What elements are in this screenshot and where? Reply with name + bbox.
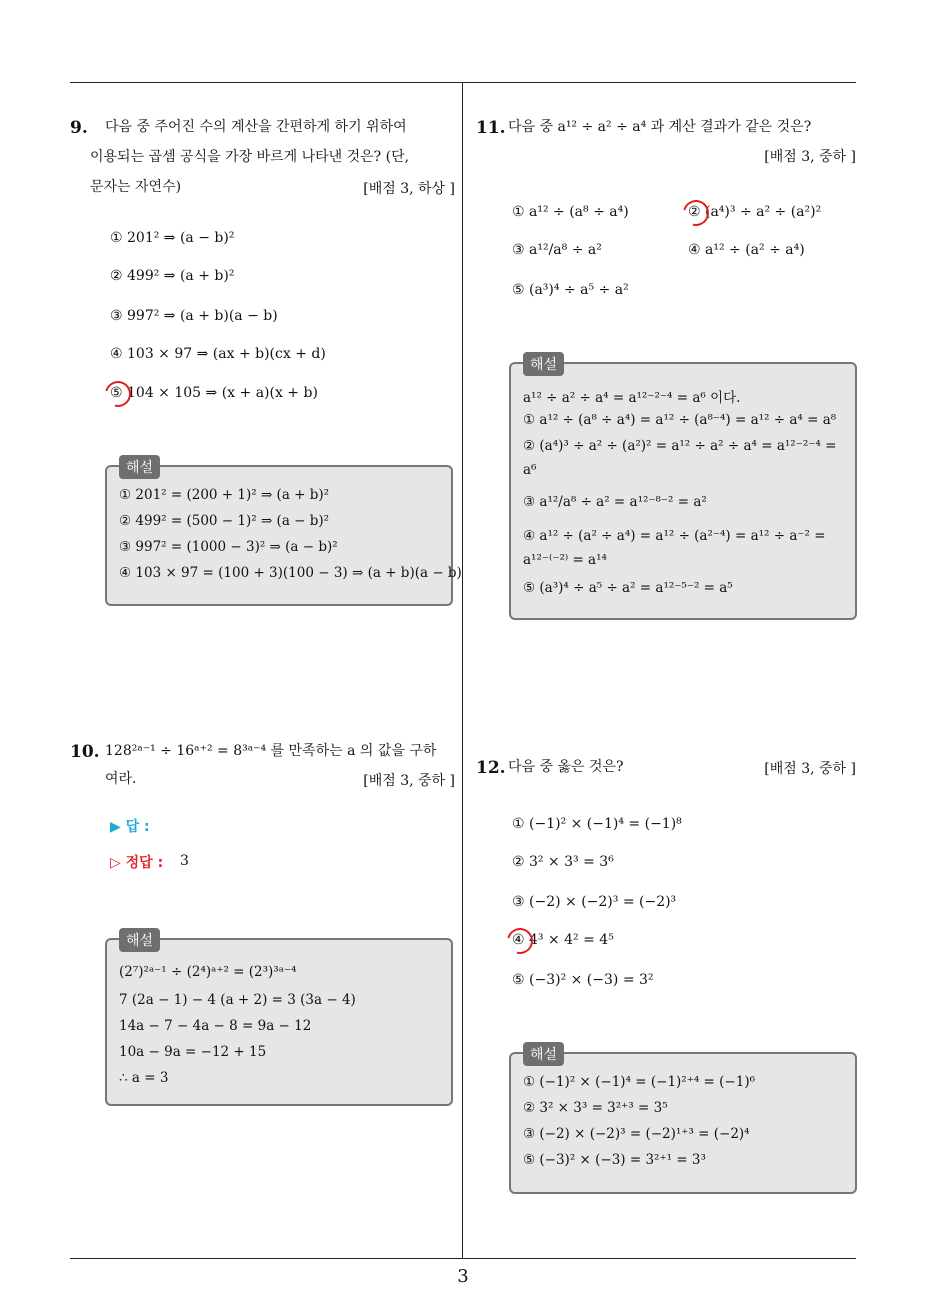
explanation-line: ③ (−2) × (−2)³ = (−2)¹⁺³ = (−2)⁴ [523, 1126, 750, 1142]
question-number: 11. [476, 118, 506, 138]
question-text-line: 다음 중 주어진 수의 계산을 간편하게 하기 위하여 [105, 119, 407, 135]
option-4[interactable]: ④ a¹² ÷ (a² ÷ a⁴) [688, 242, 805, 258]
question-number: 9. [70, 118, 88, 138]
explanation-line: a¹²⁻⁽⁻²⁾ = a¹⁴ [523, 552, 607, 568]
explanation-line: ⑤ (−3)² × (−3) = 3²⁺¹ = 3³ [523, 1152, 706, 1168]
explanation-line: 14a − 7 − 4a − 8 = 9a − 12 [119, 1018, 312, 1034]
selected-answer-mark [100, 376, 136, 412]
explanation-line: ③ a¹²/a⁸ ÷ a² = a¹²⁻⁸⁻² = a² [523, 494, 707, 510]
explanation-line: a⁶ [523, 462, 537, 478]
option-5[interactable]: ⑤ (a³)⁴ ÷ a⁵ ÷ a² [512, 282, 629, 298]
explanation-line: ⑤ (a³)⁴ ÷ a⁵ ÷ a² = a¹²⁻⁵⁻² = a⁵ [523, 580, 733, 596]
answer-label: ▶ 답 : [110, 819, 150, 835]
bottom-rule [70, 1258, 856, 1259]
question-text-line: 여라. [105, 771, 137, 787]
option-1[interactable]: ① (−1)² × (−1)⁴ = (−1)⁸ [512, 816, 682, 832]
option-5[interactable]: ⑤ (−3)² × (−3) = 3² [512, 972, 654, 988]
question-10 [70, 742, 455, 1112]
selected-answer-mark [502, 923, 538, 959]
explanation-box [105, 460, 462, 606]
question-9 [70, 118, 462, 618]
score-meta: [배점 3, 중하 ] [764, 761, 856, 777]
option-1[interactable]: ① a¹² ÷ (a⁸ ÷ a⁴) [512, 204, 629, 220]
question-11 [476, 118, 856, 628]
question-text-line: 이용되는 곱셈 공식을 가장 바르게 나타낸 것은? (단, [90, 149, 410, 165]
explanation-line: (2⁷)²ᵃ⁻¹ ÷ (2⁴)ᵃ⁺² = (2³)³ᵃ⁻⁴ [119, 964, 297, 980]
question-text-line: 다음 중 a¹² ÷ a² ÷ a⁴ 과 계산 결과가 같은 것은? [508, 119, 812, 135]
option-1[interactable]: ① 201² ⇒ (a − b)² [110, 230, 235, 246]
explanation-line: ∴ a = 3 [119, 1070, 169, 1086]
correct-answer-label: ▷ 정답 : [110, 855, 164, 871]
question-number: 10. [70, 742, 100, 762]
explanation-box [509, 1047, 857, 1194]
option-3[interactable]: ③ 997² ⇒ (a + b)(a − b) [110, 308, 278, 324]
explanation-label: 해설 [119, 928, 160, 952]
explanation-label: 해설 [523, 1042, 564, 1066]
question-number: 12. [476, 758, 506, 778]
question-12 [476, 758, 856, 1198]
explanation-line: ④ a¹² ÷ (a² ÷ a⁴) = a¹² ÷ (a²⁻⁴) = a¹² ÷ a⁻² = [523, 528, 826, 544]
explanation-line: ① a¹² ÷ (a⁸ ÷ a⁴) = a¹² ÷ (a⁸⁻⁴) = a¹² ÷ a⁴ = a⁸ [523, 412, 837, 428]
explanation-box [105, 933, 453, 1106]
option-2[interactable]: ② 499² ⇒ (a + b)² [110, 268, 235, 284]
explanation-line: ④ 103 × 97 = (100 + 3)(100 − 3) ⇒ (a + b)(a − b) [119, 565, 462, 581]
top-rule [70, 82, 856, 83]
selected-answer-mark [678, 195, 714, 231]
option-4[interactable]: ④ 103 × 97 ⇒ (ax + b)(cx + d) [110, 346, 326, 362]
score-meta: [배점 3, 하상 ] [363, 181, 455, 197]
explanation-line: ② 3² × 3³ = 3²⁺³ = 3⁵ [523, 1100, 668, 1116]
explanation-box [509, 357, 857, 620]
question-text-line: 128²ᵃ⁻¹ ÷ 16ᵃ⁺² = 8³ᵃ⁻⁴ 를 만족하는 a 의 값을 구하 [105, 743, 437, 759]
question-text-line: 다음 중 옳은 것은? [508, 759, 624, 775]
explanation-line: ② 499² = (500 − 1)² ⇒ (a − b)² [119, 513, 330, 529]
option-5[interactable]: ⑤ 104 × 105 ⇒ (x + a)(x + b) [110, 385, 318, 401]
explanation-line: ③ 997² = (1000 − 3)² ⇒ (a − b)² [119, 539, 338, 555]
explanation-line: ① 201² = (200 + 1)² ⇒ (a + b)² [119, 487, 330, 503]
column-divider [462, 82, 463, 1258]
explanation-label: 해설 [523, 352, 564, 376]
explanation-line: ② (a⁴)³ ÷ a² ÷ (a²)² = a¹² ÷ a² ÷ a⁴ = a¹²⁻²⁻⁴ = [523, 438, 837, 454]
option-3[interactable]: ③ (−2) × (−2)³ = (−2)³ [512, 894, 677, 910]
option-4[interactable]: ④ 4³ × 4² = 4⁵ [512, 932, 614, 948]
explanation-line: 10a − 9a = −12 + 15 [119, 1044, 267, 1060]
explanation-line: ① (−1)² × (−1)⁴ = (−1)²⁺⁴ = (−1)⁶ [523, 1074, 755, 1090]
correct-answer-value: 3 [180, 853, 189, 869]
explanation-label: 해설 [119, 455, 160, 479]
explanation-line: 7 (2a − 1) − 4 (a + 2) = 3 (3a − 4) [119, 992, 356, 1008]
explanation-line: a¹² ÷ a² ÷ a⁴ = a¹²⁻²⁻⁴ = a⁶ 이다. [523, 390, 741, 406]
score-meta: [배점 3, 중하 ] [764, 149, 856, 165]
option-2[interactable]: ② 3² × 3³ = 3⁶ [512, 854, 614, 870]
option-2[interactable]: ② (a⁴)³ ÷ a² ÷ (a²)² [688, 204, 822, 220]
page-number: 3 [457, 1266, 469, 1287]
option-3[interactable]: ③ a¹²/a⁸ ÷ a² [512, 242, 602, 258]
question-text-line: 문자는 자연수) [90, 179, 182, 195]
score-meta: [배점 3, 중하 ] [363, 773, 455, 789]
